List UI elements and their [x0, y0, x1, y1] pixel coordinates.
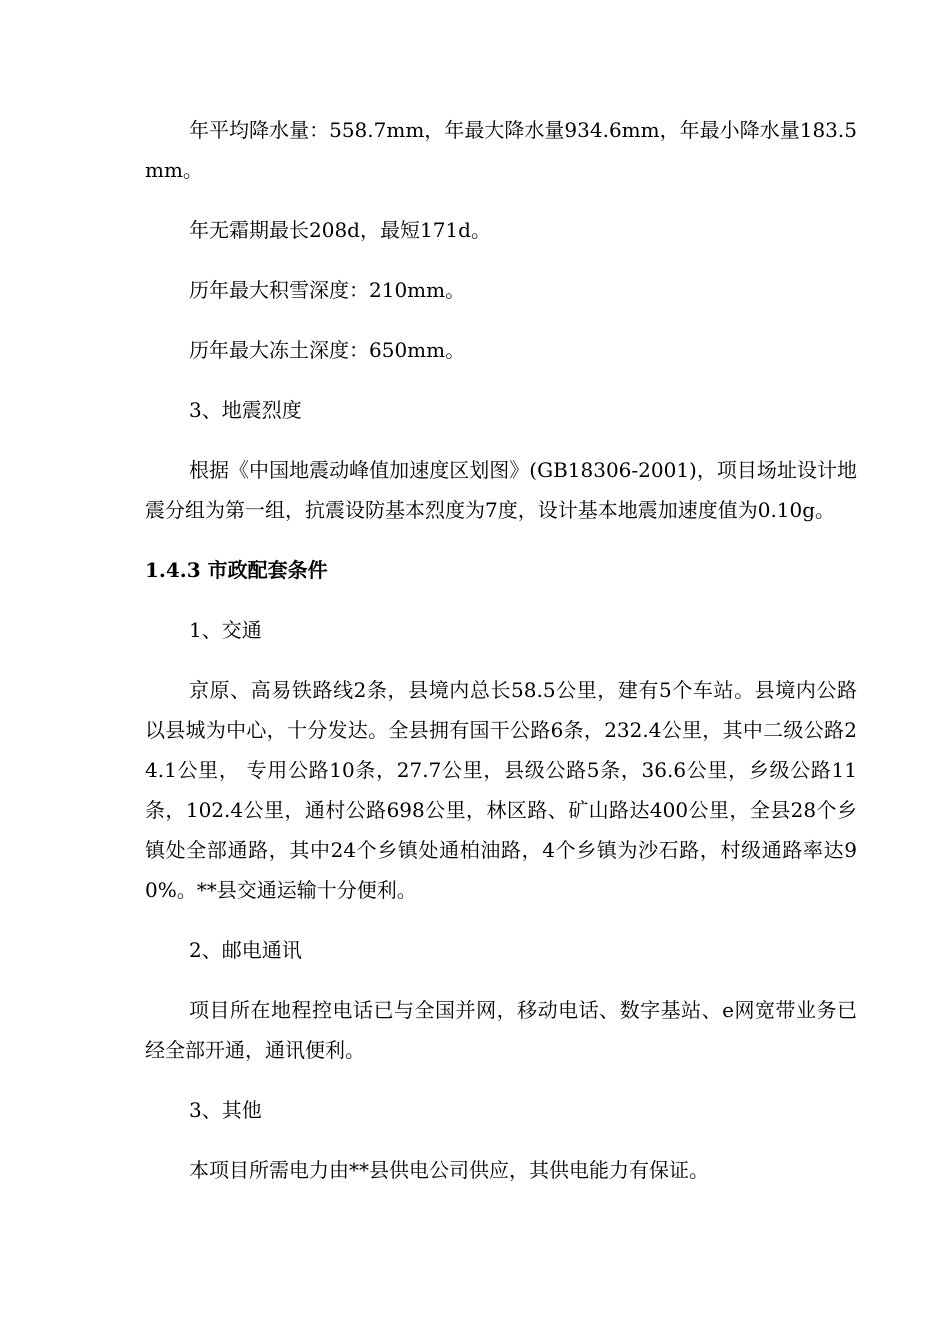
subheading-telecommunications: 2、邮电通讯 [189, 938, 302, 962]
paragraph-seismic-details: 根据《中国地震动峰值加速度区划图》(GB18306-2001)，项目场址设计地震分组为第一组，抗震设防基本烈度为7度，设计基本地震加速度值为0.10g。 [145, 458, 857, 522]
paragraph-transportation-details: 京原、高易铁路线2条，县境内总长58.5公里，建有5个车站。县境内公路以县城为中心，十分发达。全县拥有国干公路6条，232.4公里，其中二级公路24.1公里， 专用公路10条，27.7公里，县级公路5条，36.6公里，乡级公路11条，102.4公里，通村公路698公里，林区路、矿山路达400公里，全县28个乡镇处全部通路，其中24个乡镇处通柏油路，4个乡镇为沙石路，村级通路率达90%。**县交通运输十分便利。 [145, 678, 857, 902]
document-body [145, 110, 857, 1210]
section-heading-municipal-conditions: 1.4.3 市政配套条件 [145, 558, 328, 582]
paragraph-precipitation: 年平均降水量：558.7mm，年最大降水量934.6mm，年最小降水量183.5mm。 [145, 118, 857, 182]
paragraph-snow-depth: 历年最大积雪深度：210mm。 [189, 278, 466, 302]
subheading-seismic-intensity: 3、地震烈度 [189, 398, 302, 422]
paragraph-telecommunications-details: 项目所在地程控电话已与全国并网，移动电话、数字基站、e网宽带业务已经全部开通，通讯便利。 [145, 998, 857, 1062]
paragraph-power-supply: 本项目所需电力由**县供电公司供应，其供电能力有保证。 [189, 1158, 709, 1182]
paragraph-frost-free-period: 年无霜期最长208d，最短171d。 [189, 218, 491, 242]
subheading-transportation: 1、交通 [189, 618, 262, 642]
paragraph-frozen-soil-depth: 历年最大冻土深度：650mm。 [189, 338, 466, 362]
subheading-other: 3、其他 [189, 1098, 262, 1122]
